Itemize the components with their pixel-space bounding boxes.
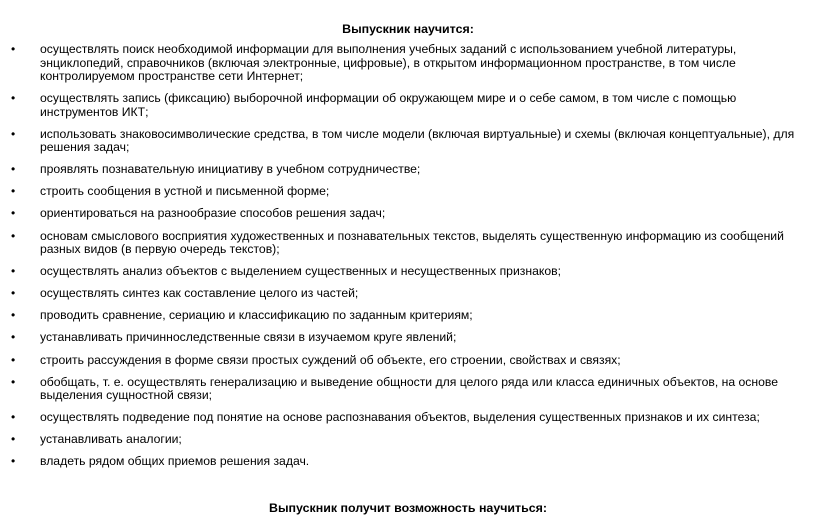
list-item-text: строить сообщения в устной и письменной форме; [40,184,330,199]
list-item-text: использовать знаковосимволические средства, в том числе модели (включая виртуальные) и схемы (включая концептуальные), для решения задач; [40,126,795,155]
section-heading-opportunity: Выпускник получит возможность научиться: [269,501,547,515]
list-item-text: осуществлять синтез как составление целого из частей; [40,286,359,301]
list-item-text: строить рассуждения в форме связи простых суждений об объекте, его строении, свойствах и связях; [40,352,621,367]
bullet-icon: • [11,162,16,177]
list-item [0,207,816,221]
bullet-icon: • [11,330,16,345]
bullet-icon: • [11,264,16,279]
list-item-text: владеть рядом общих приемов решения задач. [40,454,310,469]
list-item [0,411,816,425]
bullet-icon: • [11,432,16,447]
list-item-text: основам смыслового восприятия художественных и познавательных текстов, выделять существенную информацию из сообщений разных видов (в первую очередь текстов); [40,228,784,257]
list-item-text: проявлять познавательную инициативу в учебном сотрудничестве; [40,162,421,177]
list-item [0,433,816,447]
list-item [0,230,816,257]
list-item [0,287,816,301]
list-item [0,309,816,323]
list-item-text: осуществлять подведение под понятие на основе распознавания объектов, выделения существенных признаков и их синтеза; [40,410,760,425]
bullet-icon: • [11,126,16,141]
list-item [0,163,816,177]
list-item-text: ориентироваться на разнообразие способов решения задач; [40,206,386,221]
list-item-text: проводить сравнение, сериацию и классификацию по заданным критериям; [40,308,473,323]
list-item [0,354,816,368]
bullet-icon: • [11,206,16,221]
bullet-icon: • [11,410,16,425]
list-item-text: обобщать, т. е. осуществлять генерализацию и выведение общности для целого ряда или класса единичных объектов, на основе выделения сущностной связи; [40,374,778,403]
outcomes-list [0,43,816,478]
list-item [0,43,816,84]
bullet-icon: • [11,184,16,199]
list-item [0,92,816,119]
list-item [0,331,816,345]
list-item-text: устанавливать аналогии; [40,432,182,447]
list-item [0,376,816,403]
list-item [0,455,816,469]
list-item-text: осуществлять запись (фиксацию) выборочной информации об окружающем мире и о себе самом, в том числе с помощью инструментов ИКТ; [40,91,737,119]
bullet-icon: • [11,454,16,469]
bullet-icon: • [11,352,16,367]
list-item [0,185,816,199]
list-item-text: осуществлять поиск необходимой информации для выполнения учебных заданий с использованием учебной литературы, энциклопедий, справочников (включая электронные, цифровые), в открытом информационном пространстве, в том числе контролируемом пространстве сети Интернет; [40,42,737,83]
list-item [0,128,816,155]
list-item-text: осуществлять анализ объектов с выделением существенных и несущественных признаков; [40,264,561,279]
section-heading-learns: Выпускник научится: [342,22,474,36]
bullet-icon: • [11,228,16,243]
bullet-icon: • [11,374,16,389]
bullet-icon: • [11,42,16,56]
list-item-text: устанавливать причинноследственные связи в изучаемом круге явлений; [40,330,457,345]
bullet-icon: • [11,308,16,323]
bullet-icon: • [11,91,16,106]
list-item [0,265,816,279]
bullet-icon: • [11,286,16,301]
